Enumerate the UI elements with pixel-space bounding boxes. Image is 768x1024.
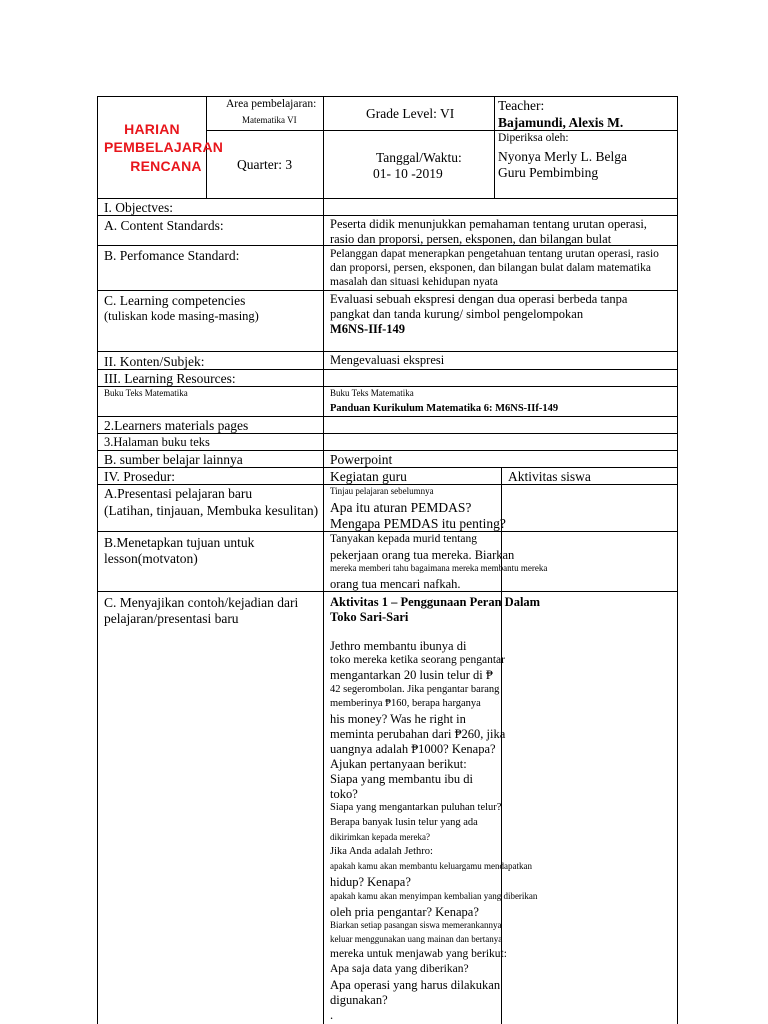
competencies-text: pangkat dan tanda kurung/ simbol pengelompokan [330, 307, 584, 321]
table-border-top [97, 96, 678, 97]
header-divider-2 [323, 96, 324, 198]
quarter: Quarter: 3 [237, 157, 293, 172]
procedure-a-label: A.Presentasi pelajaran baru [104, 486, 253, 501]
label-column-divider [323, 198, 324, 1024]
activity-line: Biarkan setiap pasangan siswa memerankannya [330, 920, 502, 930]
row-line [97, 198, 678, 199]
procedure-a-line: Apa itu aturan PEMDAS? [330, 500, 472, 515]
grade-level: Grade Level: VI [366, 106, 455, 121]
content-standards-text: Peserta didik menunjukkan pemahaman tentang urutan operasi, [330, 217, 647, 231]
competencies-code: M6NS-IIf-149 [330, 322, 405, 336]
activity-line: Siapa yang mengantarkan puluhan telur? [330, 802, 502, 813]
teacher-name: Bajamundi, Alexis M. [498, 115, 624, 130]
competencies-sub: (tuliskan kode masing-masing) [104, 309, 259, 323]
activity-line: hidup? Kenapa? [330, 875, 411, 889]
activity-title: Aktivitas 1 – Penggunaan Peran Dalam [330, 595, 541, 609]
activity-line: 42 segerombolan. Jika pengantar barang [330, 684, 500, 695]
area-value: Matematika VI [242, 115, 297, 125]
procedures-label: IV. Prosedur: [104, 469, 176, 484]
activity-line: uangnya adalah ₱1000? Kenapa? [330, 742, 496, 756]
activity-line: toko mereka ketika seorang pengantar [330, 654, 505, 666]
activity-line: Ajukan pertanyaan berikut: [330, 757, 467, 771]
procedure-a-label: (Latihan, tinjauan, Membuka kesulitan) [104, 503, 319, 518]
references-left: Buku Teks Matematika [104, 388, 188, 398]
activity-line: Siapa yang membantu ibu di [330, 772, 474, 786]
resources-label: III. Learning Resources: [104, 371, 236, 386]
performance-standard-text: Pelanggan dapat menerapkan pengetahuan tentang urutan operasi, rasio [330, 248, 659, 260]
procedure-b-label: lesson(motvaton) [104, 551, 198, 566]
procedure-b-line: pekerjaan orang tua mereka. Biarkan [330, 548, 515, 562]
objectives-label: I. Objectves: [104, 200, 173, 215]
procedure-b-line: mereka memberi tahu bagaimana mereka membantu mereka [330, 563, 548, 573]
references-right-2: Panduan Kurikulum Matematika 6: M6NS-IIf-149 [330, 403, 559, 414]
activity-line: Berapa banyak lusin telur yang ada [330, 817, 478, 828]
activity-line: meminta perubahan dari ₱260, jika [330, 727, 506, 741]
references-right-1: Buku Teks Matematika [330, 388, 414, 398]
table-border-right [677, 96, 678, 1024]
procedure-a-line: Mengapa PEMDAS itu penting? [330, 516, 506, 531]
activity-line: Apa saja data yang diberikan? [330, 963, 469, 975]
student-activities-header: Aktivitas siswa [508, 469, 591, 484]
procedure-c-label: C. Menyajikan contoh/kejadian dari [104, 595, 299, 610]
header-divider-3 [494, 96, 495, 198]
competencies-text: Evaluasi sebuah ekspresi dengan dua operasi berbeda tanpa [330, 292, 628, 306]
content-standards-label: A. Content Standards: [104, 218, 224, 233]
activity-line: digunakan? [330, 993, 388, 1007]
activity-line: oleh pria pengantar? Kenapa? [330, 905, 479, 919]
teacher-activities-header: Kegiatan guru [330, 469, 407, 484]
activity-line: apakah kamu akan menyimpan kembalian yang diberikan [330, 891, 538, 901]
row-line [97, 215, 678, 216]
plan-title-line-1: HARIAN [124, 121, 180, 137]
procedure-b-line: Tanyakan kepada murid tentang [330, 533, 478, 545]
performance-standard-label: B. Perfomance Standard: [104, 248, 240, 263]
content-standards-text: rasio dan proporsi, persen, eksponen, dan bilangan bulat [330, 232, 612, 246]
row-line [97, 290, 678, 291]
row-line [97, 351, 678, 352]
competencies-label: C. Learning competencies [104, 293, 246, 308]
other-sources-label: B. sumber belajar lainnya [104, 452, 243, 467]
performance-standard-text: masalah dan situasi kehidupan nyata [330, 276, 498, 288]
procedure-a-line: Tinjau pelajaran sebelumnya [330, 486, 434, 496]
textbook-pages-label: 3.Halaman buku teks [104, 435, 210, 449]
activity-line: Jika Anda adalah Jethro: [330, 846, 433, 857]
area-label: Area pembelajaran: [226, 98, 317, 110]
activity-line: Jethro membantu ibunya di [330, 639, 467, 653]
checker-name: Nyonya Merly L. Belga [498, 149, 627, 164]
activity-line: his money? Was he right in [330, 712, 466, 726]
activity-line: Apa operasi yang harus dilakukan [330, 978, 501, 992]
performance-standard-text: dan proporsi, persen, eksponen, dan bilangan bulat dalam matematika [330, 262, 651, 274]
date-label: Tanggal/Waktu: [376, 150, 462, 165]
activity-line: mengantarkan 20 lusin telur di ₱ [330, 668, 493, 682]
content-value: Mengevaluasi ekspresi [330, 353, 445, 367]
content-label: II. Konten/Subjek: [104, 354, 205, 369]
row-line [97, 416, 678, 417]
procedure-c-label: pelajaran/presentasi baru [104, 611, 239, 626]
activity-title: Toko Sari-Sari [330, 610, 409, 624]
activity-line: toko? [330, 787, 358, 801]
teacher-label: Teacher: [498, 98, 545, 113]
checked-by-label: Diperiksa oleh: [498, 132, 569, 144]
row-line [97, 450, 678, 451]
date-value: 01- 10 -2019 [373, 166, 443, 181]
activity-line: memberinya ₱160, berapa harganya [330, 698, 481, 709]
activity-line: dikirimkan kepada mereka? [330, 832, 430, 842]
activity-line: . [330, 1008, 334, 1022]
activity-line: apakah kamu akan membantu keluargamu mendapatkan [330, 861, 533, 871]
activity-line: keluar menggunakan uang mainan dan bertanya [330, 934, 503, 944]
procedure-b-label: B.Menetapkan tujuan untuk [104, 535, 255, 550]
activity-line: mereka untuk menjawab yang berikut: [330, 948, 507, 960]
procedure-b-line: orang tua mencari nafkah. [330, 577, 461, 591]
table-border-left [97, 96, 98, 1024]
plan-title-line-3: RENCANA [130, 158, 202, 174]
plan-title-line-2: PEMBELAJARAN [104, 139, 224, 155]
checker-role: Guru Pembimbing [498, 165, 599, 180]
other-sources-value: Powerpoint [330, 452, 393, 467]
lm-pages-label: 2.Learners materials pages [104, 418, 249, 433]
